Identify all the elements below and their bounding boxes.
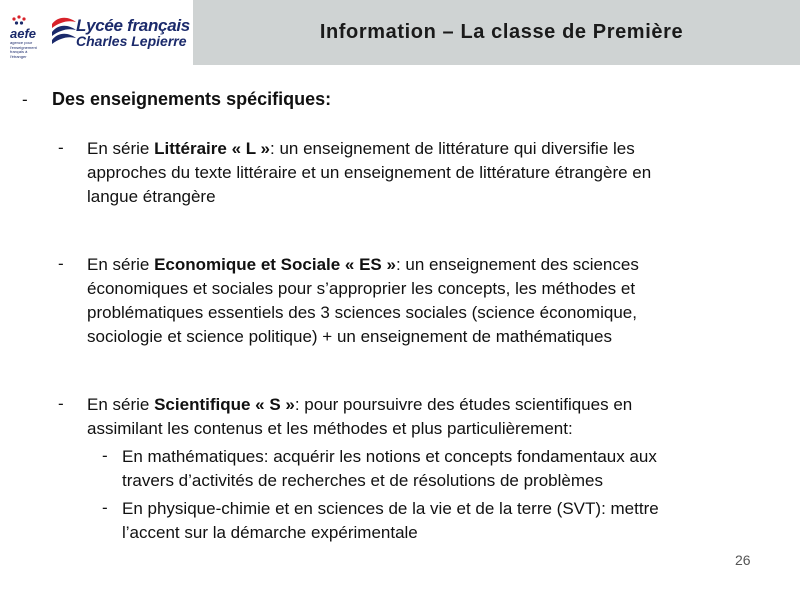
lycee-logo-line1: Lycée français bbox=[76, 16, 190, 35]
sub-bullet-math-line2: travers d’activités de recherches et de résolutions de problèmes bbox=[122, 471, 603, 490]
bullet-l-text: : un enseignement de littérature qui diversifie les bbox=[270, 139, 635, 158]
bullet-dash: - bbox=[58, 138, 64, 157]
sub-bullet-math-line1: En mathématiques: acquérir les notions et concepts fondamentaux aux bbox=[122, 447, 657, 466]
page-number: 26 bbox=[735, 552, 751, 568]
bullet-s-line1 bbox=[87, 395, 632, 415]
bullet-es-bold: Economique et Sociale « ES » bbox=[154, 255, 396, 274]
slide-title: Information – La classe de Première bbox=[319, 21, 684, 43]
bullet-dash: - bbox=[58, 394, 64, 413]
bullet-es-line3: problématiques essentiels des 3 sciences sociales (science économique, bbox=[87, 303, 637, 322]
bullet-l-bold: Littéraire « L » bbox=[154, 139, 270, 158]
bullet-es-line4: sociologie et science politique) + un enseignement de mathématiques bbox=[87, 327, 612, 346]
bullet-l-line3: langue étrangère bbox=[87, 187, 216, 206]
sub-bullet-dash: - bbox=[102, 498, 108, 517]
aefe-logo-text: aefe bbox=[10, 26, 37, 41]
bullet-l-line2: approches du texte littéraire et un enseignement de littérature étrangère en bbox=[87, 163, 652, 182]
bullet-l-prefix: En série bbox=[87, 139, 155, 158]
bullet-s-line2: assimilant les contenus et les méthodes et plus particulièrement: bbox=[87, 419, 573, 438]
sub-bullet-physics-line1: En physique-chimie et en sciences de la vie et de la terre (SVT): mettre bbox=[122, 499, 659, 518]
sub-bullet-dash: - bbox=[102, 446, 108, 465]
section-heading: Des enseignements spécifiques: bbox=[52, 89, 332, 109]
bullet-es-line1 bbox=[87, 255, 639, 275]
bullet-s-bold: Scientifique « S » bbox=[154, 395, 295, 414]
bullet-es-prefix: En série bbox=[87, 255, 155, 274]
bullet-s-text: : pour poursuivre des études scientifiques en bbox=[294, 395, 633, 414]
lycee-logo-line2: Charles Lepierre bbox=[76, 33, 187, 49]
bullet-s-prefix: En série bbox=[87, 395, 155, 414]
bullet-es-line2: économiques et sociales pour s’approprier les concepts, les méthodes et bbox=[87, 279, 636, 298]
bullet-dash: - bbox=[58, 254, 64, 273]
bullet-es-text: : un enseignement des sciences bbox=[395, 255, 639, 274]
sub-bullet-physics-line2: l’accent sur la démarche expérimentale bbox=[122, 523, 418, 542]
heading-bullet: - bbox=[22, 90, 28, 109]
bullet-l-line1 bbox=[87, 139, 635, 159]
aefe-logo-tagline: agence pour l'enseignement français à l'étranger bbox=[10, 40, 37, 59]
